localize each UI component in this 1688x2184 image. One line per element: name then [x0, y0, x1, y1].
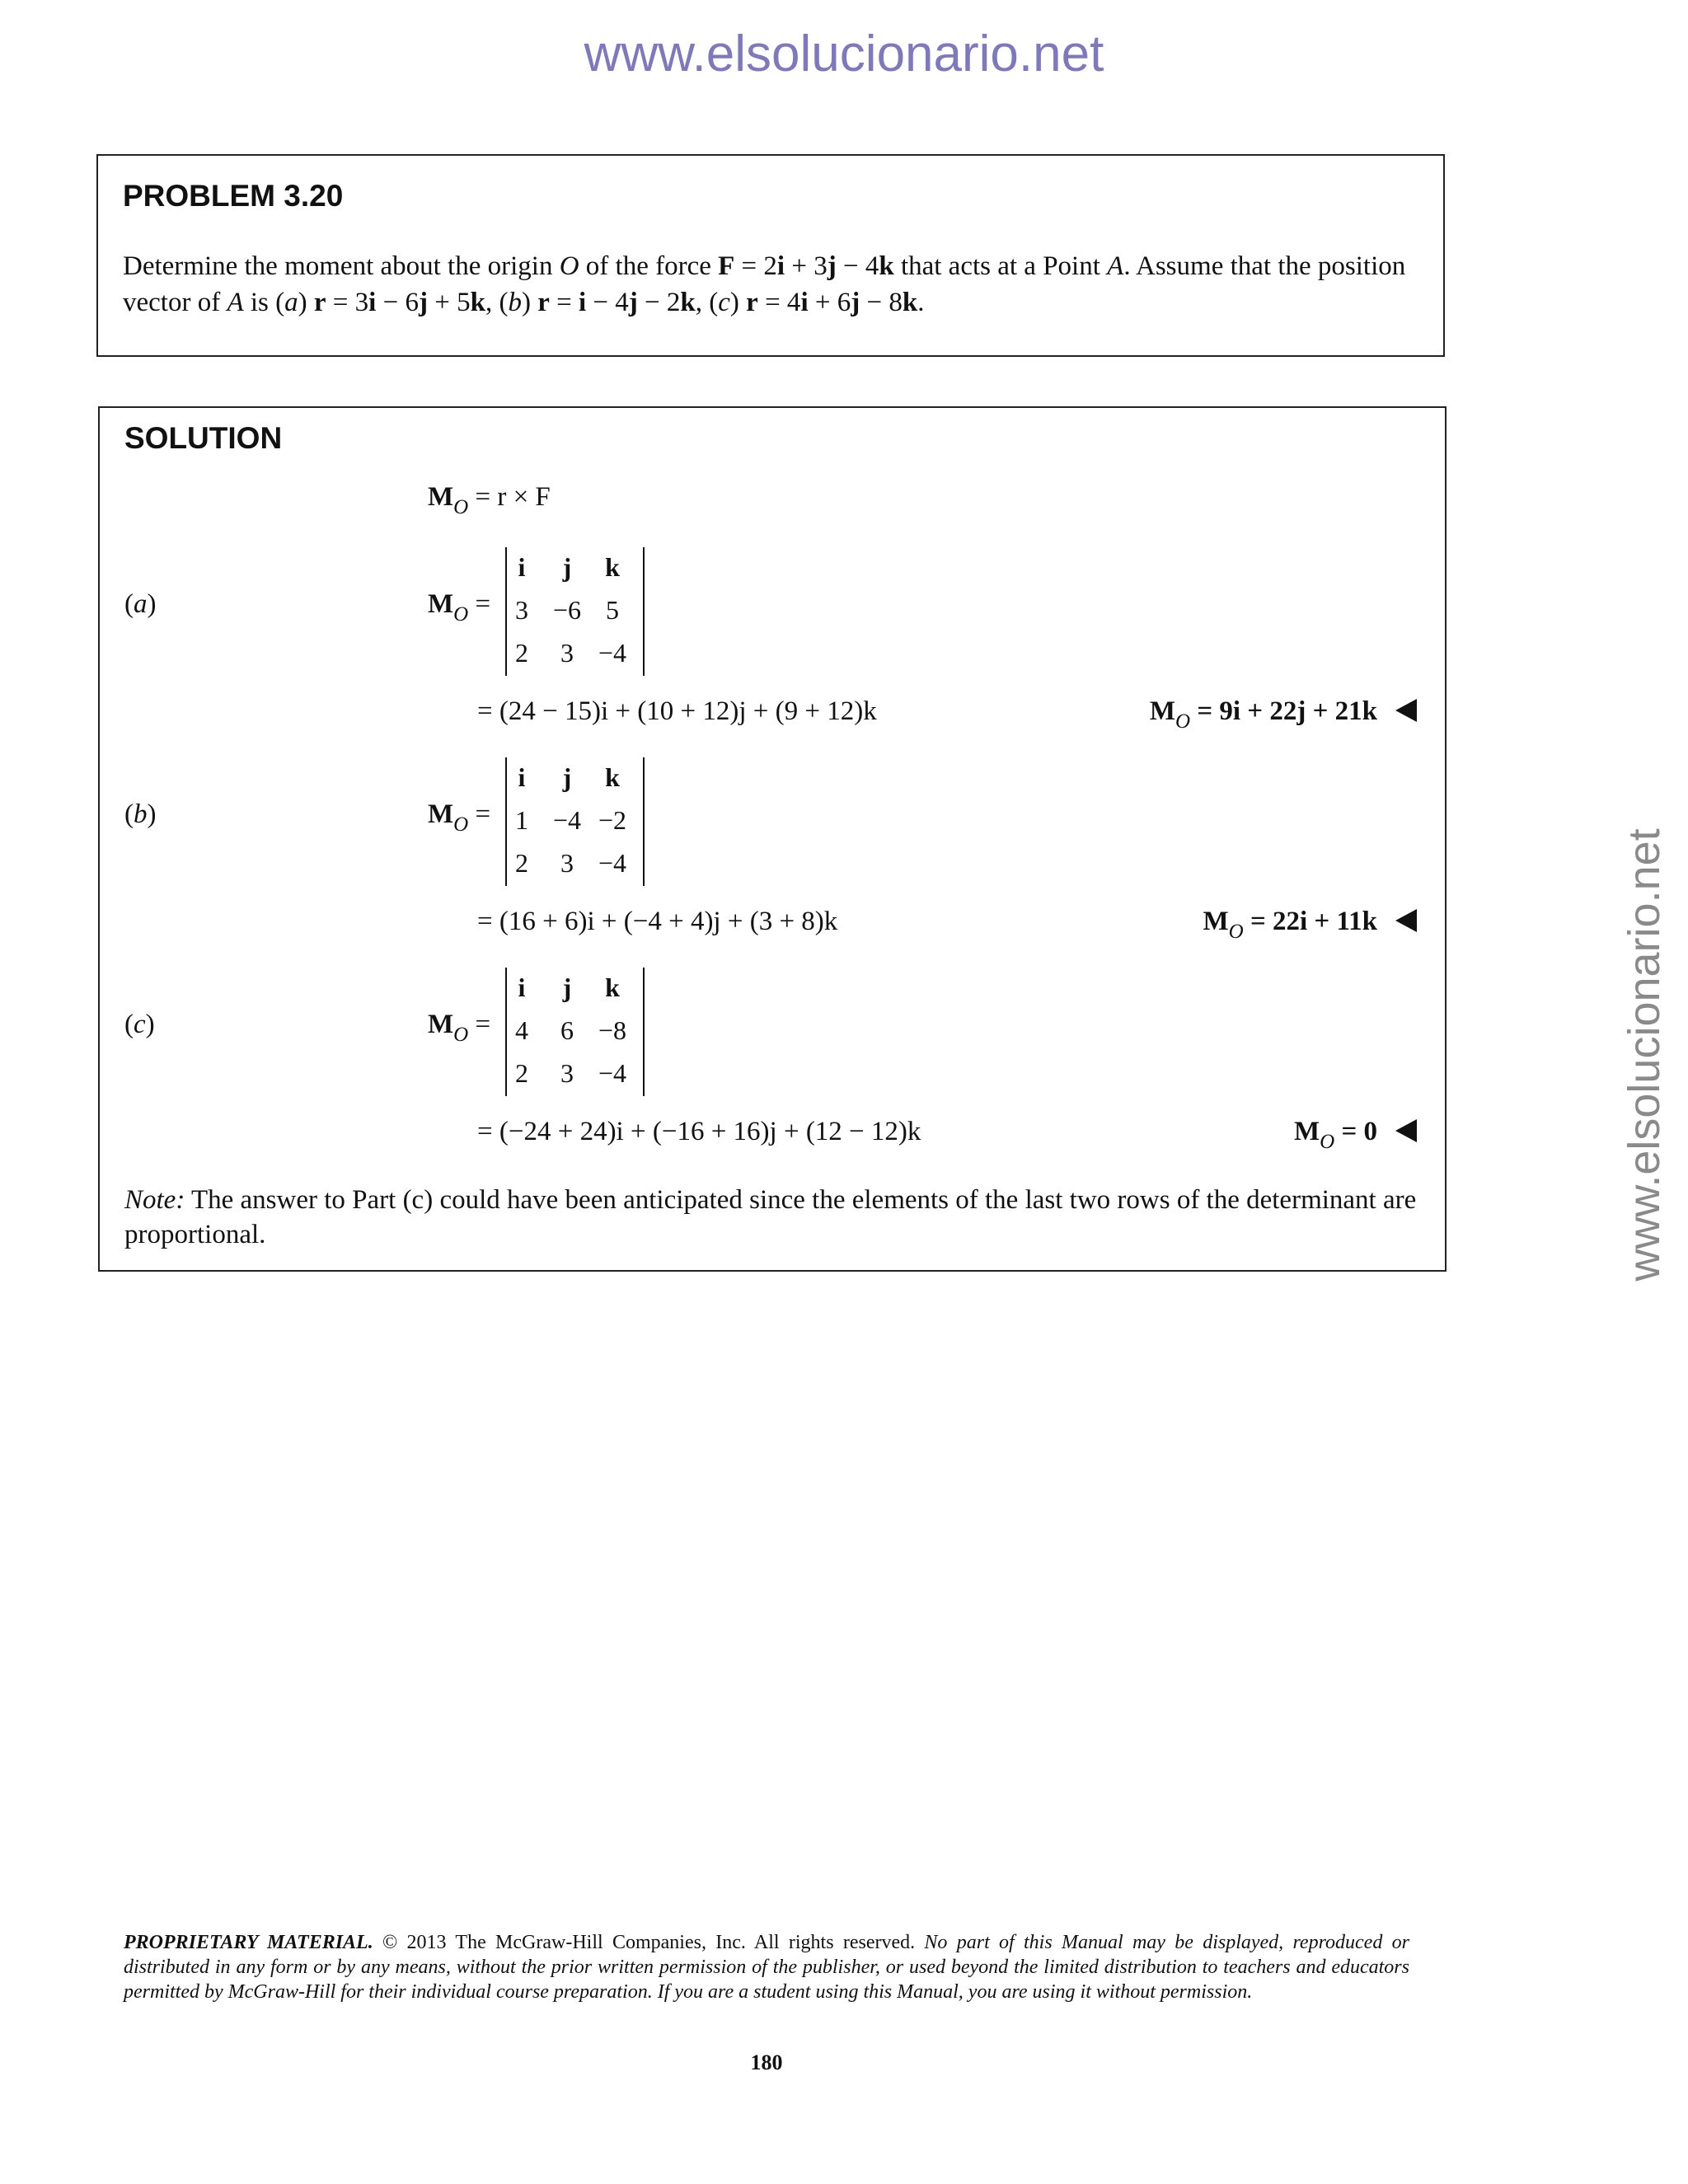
- problem-statement: Determine the moment about the origin O of the force F = 2i + 3j − 4k that acts at a Point A. Assume that the position vector of A is (a) r = 3i − 6j + 5k, (b) r = i − 4j − 2k, (c) r = 4i + 6j − 8k.: [123, 251, 1406, 317]
- page-number: 180: [750, 2050, 783, 2074]
- determinant-cell: 3: [515, 595, 528, 625]
- determinant-cell: 5: [606, 595, 619, 625]
- determinant-cell: −4: [552, 805, 582, 835]
- answer: $M_O = 0$: [1294, 1117, 1417, 1154]
- determinant-cell: 6: [560, 1015, 574, 1045]
- general-rhs: = r × F: [475, 482, 551, 512]
- determinant-cell: j: [562, 762, 572, 792]
- determinant-cell: −4: [598, 848, 627, 878]
- determinant-cell: 2: [515, 1058, 528, 1088]
- determinant-cell: −4: [598, 1058, 627, 1088]
- determinant-cell: j: [562, 552, 572, 582]
- determinant-cell: −4: [598, 638, 627, 668]
- determinant-cell: j: [562, 972, 572, 1002]
- answer: $M_O = 9i + 22j + 21k$: [1150, 696, 1417, 733]
- moment-lhs: $M_O$ =: [428, 799, 491, 836]
- determinant: [505, 968, 645, 1096]
- determinant-cell: −8: [598, 1015, 627, 1045]
- solution-note: Note: The answer to Part (c) could have been anticipated since the elements of the last two rows of the determinant are proportional.: [124, 1185, 1417, 1249]
- determinant-cell: 3: [560, 1058, 574, 1088]
- watermark-side: www.elsolucionario.net: [1620, 828, 1669, 1282]
- watermark-top: www.elsolucionario.net: [584, 26, 1104, 82]
- solution-title: SOLUTION: [124, 421, 283, 455]
- determinant-cell: i: [518, 972, 526, 1002]
- answer-marker-icon: [1395, 699, 1417, 722]
- part-label: (a): [124, 589, 157, 619]
- moment-symbol: $M_O$: [428, 482, 469, 518]
- determinant-cell: k: [605, 972, 620, 1002]
- part-label: (c): [124, 1010, 155, 1039]
- determinant: [505, 757, 645, 886]
- expansion: = (24 − 15)i + (10 + 12)j + (9 + 12)k: [477, 696, 877, 726]
- problem-box: [96, 154, 1445, 357]
- determinant: [505, 547, 645, 676]
- answer-marker-icon: [1395, 1119, 1417, 1142]
- answer-marker-icon: [1395, 909, 1417, 932]
- solution-box: [98, 406, 1447, 1272]
- copyright-footer: PROPRIETARY MATERIAL. © 2013 The McGraw-Hill Companies, Inc. All rights reserved. No part of this Manual may be displayed, reproduced or distributed in any form or by any means, without the prior written permission of the publisher, or used beyond the limited distribution to teachers and educators permitted by McGraw-Hill for their individual course preparation. If you are a student using this Manual, you are using it without permission.: [124, 1932, 1409, 2003]
- determinant-cell: 3: [560, 638, 574, 668]
- determinant-cell: k: [605, 552, 620, 582]
- determinant-cell: −6: [552, 595, 582, 625]
- determinant-cell: 4: [515, 1015, 528, 1045]
- determinant-cell: 3: [560, 848, 574, 878]
- determinant-cell: i: [518, 762, 526, 792]
- expansion: = (−24 + 24)i + (−16 + 16)j + (12 − 12)k: [477, 1117, 921, 1146]
- problem-title: PROBLEM 3.20: [123, 179, 344, 213]
- moment-lhs: $M_O$ =: [428, 1010, 491, 1046]
- expansion: = (16 + 6)i + (−4 + 4)j + (3 + 8)k: [477, 907, 838, 936]
- general-equation: [428, 482, 551, 519]
- determinant-cell: 2: [515, 848, 528, 878]
- determinant-cell: i: [518, 552, 526, 582]
- part-label: (b): [124, 799, 157, 829]
- determinant-cell: k: [605, 762, 620, 792]
- determinant-cell: 2: [515, 638, 528, 668]
- answer: $M_O = 22i + 11k$: [1203, 907, 1417, 944]
- moment-lhs: $M_O$ =: [428, 589, 491, 626]
- determinant-cell: 1: [515, 805, 528, 835]
- determinant-cell: −2: [598, 805, 627, 835]
